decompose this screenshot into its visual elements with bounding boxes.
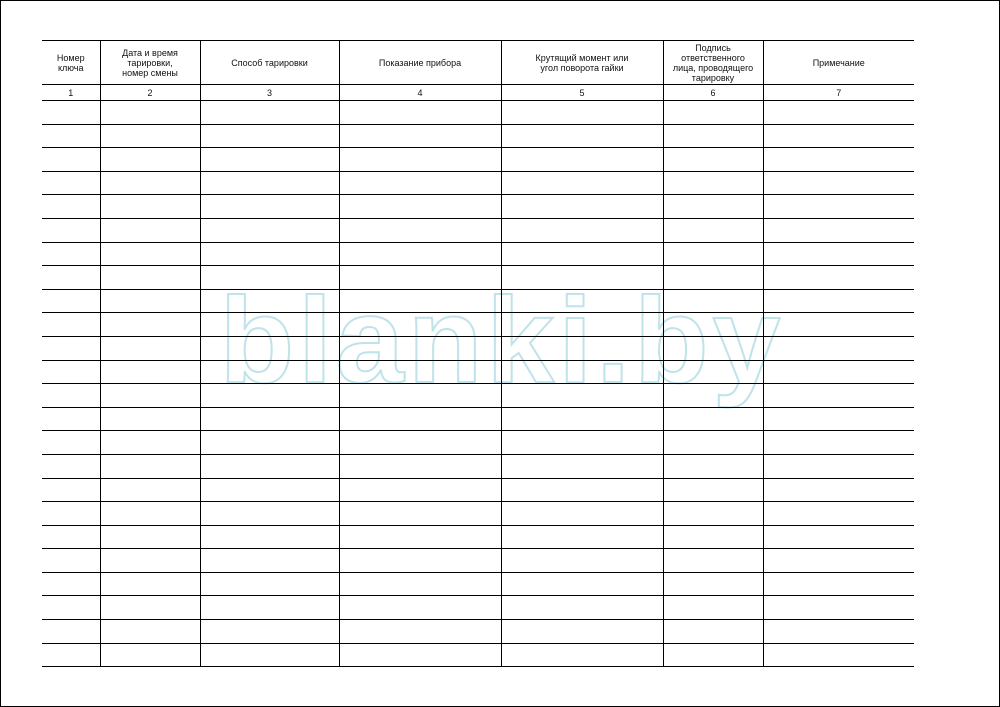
table-cell (501, 478, 663, 502)
table-cell (663, 242, 763, 266)
table-cell (42, 431, 100, 455)
table-cell (339, 171, 501, 195)
table-cell (501, 384, 663, 408)
table-row (42, 407, 914, 431)
table-cell (200, 549, 339, 573)
table-cell (763, 572, 914, 596)
table-cell (100, 620, 200, 644)
table-cell (763, 360, 914, 384)
table-cell (42, 218, 100, 242)
table-cell (501, 502, 663, 526)
table-row (42, 643, 914, 667)
table-cell (200, 525, 339, 549)
table-cell (663, 266, 763, 290)
table-cell (763, 313, 914, 337)
header-torque-or-angle: Крутящий момент или угол поворота гайки (501, 41, 663, 85)
watermark-text: blanki.by (219, 272, 785, 408)
table-row (42, 289, 914, 313)
table-cell (100, 384, 200, 408)
table-cell (339, 384, 501, 408)
table-cell (501, 431, 663, 455)
table-row (42, 171, 914, 195)
table-cell (339, 431, 501, 455)
table-cell (663, 384, 763, 408)
table-cell (339, 454, 501, 478)
column-number: 6 (663, 85, 763, 101)
table-cell (663, 549, 763, 573)
table-cell (42, 101, 100, 125)
table-cell (763, 454, 914, 478)
table-cell (100, 336, 200, 360)
header-note: Примечание (763, 41, 914, 85)
table-row (42, 242, 914, 266)
table-cell (763, 478, 914, 502)
table-cell (763, 384, 914, 408)
table-row (42, 148, 914, 172)
table-cell (200, 454, 339, 478)
table-cell (501, 525, 663, 549)
table-cell (100, 407, 200, 431)
table-row (42, 266, 914, 290)
column-number: 1 (42, 85, 100, 101)
table-cell (763, 407, 914, 431)
table-row (42, 313, 914, 337)
table-cell (339, 643, 501, 667)
table-row (42, 478, 914, 502)
table-cell (339, 242, 501, 266)
table-row (42, 454, 914, 478)
table-cell (42, 620, 100, 644)
table-cell (763, 195, 914, 219)
table-cell (100, 596, 200, 620)
table-row (42, 572, 914, 596)
table-cell (763, 502, 914, 526)
table-cell (339, 620, 501, 644)
table-cell (501, 596, 663, 620)
table-row (42, 431, 914, 455)
table-cell (501, 218, 663, 242)
table-cell (763, 242, 914, 266)
table-cell (200, 336, 339, 360)
table-cell (339, 124, 501, 148)
table-cell (100, 148, 200, 172)
table-row (42, 384, 914, 408)
table-cell (42, 502, 100, 526)
table-cell (339, 336, 501, 360)
table-cell (200, 620, 339, 644)
table-cell (663, 336, 763, 360)
table-cell (501, 171, 663, 195)
table-cell (763, 289, 914, 313)
table-cell (663, 101, 763, 125)
table-cell (501, 266, 663, 290)
table-cell (501, 289, 663, 313)
column-number: 7 (763, 85, 914, 101)
table-row (42, 101, 914, 125)
table-cell (339, 313, 501, 337)
table-cell (663, 596, 763, 620)
table-cell (42, 549, 100, 573)
table-cell (339, 360, 501, 384)
table-cell (42, 242, 100, 266)
table-body (42, 101, 914, 667)
table-cell (42, 266, 100, 290)
table-cell (501, 336, 663, 360)
table-cell (200, 502, 339, 526)
header-row (42, 41, 914, 85)
table-cell (339, 502, 501, 526)
table-cell (42, 643, 100, 667)
table-cell (100, 313, 200, 337)
table-cell (663, 407, 763, 431)
table-cell (42, 384, 100, 408)
table-cell (339, 596, 501, 620)
table-cell (42, 171, 100, 195)
table-cell (200, 266, 339, 290)
table-cell (663, 525, 763, 549)
table-row (42, 596, 914, 620)
table-cell (100, 289, 200, 313)
table-cell (200, 101, 339, 125)
table-cell (42, 525, 100, 549)
table-cell (501, 620, 663, 644)
table-cell (501, 643, 663, 667)
table-cell (100, 643, 200, 667)
table-cell (339, 572, 501, 596)
table-cell (339, 525, 501, 549)
table-cell (42, 360, 100, 384)
table-cell (200, 384, 339, 408)
header-responsible-signature: Подпись ответственного лица, проводящего тарировку (663, 41, 763, 85)
table-cell (100, 549, 200, 573)
table-cell (663, 124, 763, 148)
table-cell (663, 148, 763, 172)
table-cell (200, 478, 339, 502)
table-cell (200, 195, 339, 219)
table-cell (200, 596, 339, 620)
table-cell (763, 525, 914, 549)
table-cell (663, 289, 763, 313)
table-cell (339, 218, 501, 242)
table-cell (501, 195, 663, 219)
table-cell (100, 454, 200, 478)
column-number-row (42, 85, 914, 101)
table-cell (763, 549, 914, 573)
table-row (42, 218, 914, 242)
header-instrument-reading: Показание прибора (339, 41, 501, 85)
table-cell (42, 124, 100, 148)
table-cell (339, 195, 501, 219)
table-cell (42, 572, 100, 596)
column-number: 2 (100, 85, 200, 101)
table-cell (339, 407, 501, 431)
table-cell (763, 643, 914, 667)
table-cell (663, 478, 763, 502)
table-cell (663, 360, 763, 384)
column-number: 5 (501, 85, 663, 101)
table-row (42, 336, 914, 360)
table-cell (200, 572, 339, 596)
table-cell (100, 218, 200, 242)
header-calibration-method: Способ тарировки (200, 41, 339, 85)
table-cell (100, 195, 200, 219)
header-date-time-shift: Дата и время тарировки, номер смены (100, 41, 200, 85)
table-cell (42, 596, 100, 620)
table-cell (200, 407, 339, 431)
table-cell (200, 171, 339, 195)
table-cell (200, 313, 339, 337)
table-cell (663, 218, 763, 242)
table-cell (200, 124, 339, 148)
table-cell (42, 148, 100, 172)
table-cell (339, 266, 501, 290)
table-cell (663, 502, 763, 526)
table-cell (763, 336, 914, 360)
table-row (42, 360, 914, 384)
table-row (42, 620, 914, 644)
table-cell (663, 643, 763, 667)
table-cell (339, 148, 501, 172)
table-cell (200, 148, 339, 172)
table-cell (42, 454, 100, 478)
table-cell (501, 148, 663, 172)
table-row (42, 195, 914, 219)
table-cell (339, 549, 501, 573)
table-cell (339, 101, 501, 125)
column-number: 4 (339, 85, 501, 101)
table-cell (200, 289, 339, 313)
table-cell (763, 218, 914, 242)
table-cell (42, 289, 100, 313)
table-cell (763, 620, 914, 644)
table-cell (763, 101, 914, 125)
table-cell (763, 431, 914, 455)
calibration-log-table (42, 40, 914, 667)
table-cell (501, 124, 663, 148)
table-cell (663, 171, 763, 195)
table-cell (663, 431, 763, 455)
table-cell (42, 407, 100, 431)
table-cell (100, 101, 200, 125)
table-cell (763, 124, 914, 148)
column-number: 3 (200, 85, 339, 101)
table-cell (100, 478, 200, 502)
table-row (42, 502, 914, 526)
table-cell (200, 242, 339, 266)
table-cell (100, 525, 200, 549)
table-cell (200, 431, 339, 455)
table-cell (663, 313, 763, 337)
table-row (42, 525, 914, 549)
table-cell (42, 336, 100, 360)
table-cell (100, 124, 200, 148)
table-cell (100, 572, 200, 596)
table-cell (501, 549, 663, 573)
table-cell (100, 171, 200, 195)
table-cell (663, 620, 763, 644)
table-cell (42, 313, 100, 337)
table-cell (100, 360, 200, 384)
table-cell (663, 195, 763, 219)
table-cell (200, 360, 339, 384)
table-cell (501, 313, 663, 337)
table-cell (100, 502, 200, 526)
table-cell (501, 242, 663, 266)
table-cell (200, 218, 339, 242)
table-cell (200, 643, 339, 667)
table-cell (763, 266, 914, 290)
table-cell (763, 171, 914, 195)
table-cell (100, 431, 200, 455)
table-cell (100, 242, 200, 266)
table-cell (501, 454, 663, 478)
table-cell (663, 572, 763, 596)
table-cell (501, 101, 663, 125)
table-cell (339, 289, 501, 313)
table-cell (339, 478, 501, 502)
table-cell (42, 195, 100, 219)
table-cell (763, 148, 914, 172)
table-cell (501, 572, 663, 596)
table-cell (663, 454, 763, 478)
table-cell (763, 596, 914, 620)
table-cell (100, 266, 200, 290)
table-row (42, 549, 914, 573)
table-cell (42, 478, 100, 502)
header-key-number: Номер ключа (42, 41, 100, 85)
table-cell (501, 407, 663, 431)
table-row (42, 124, 914, 148)
table-cell (501, 360, 663, 384)
